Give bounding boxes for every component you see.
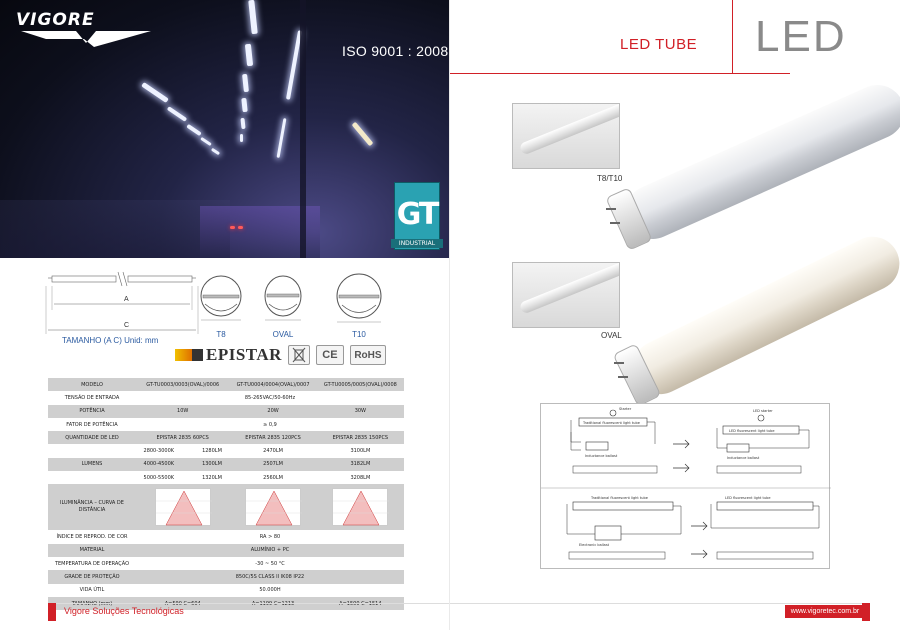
- gt-mark: GT: [396, 197, 438, 232]
- tube-oval-thumbnail: [512, 262, 620, 328]
- profile-t8-label: T8: [216, 330, 226, 339]
- spec-label: [48, 471, 136, 484]
- spec-value: [317, 405, 404, 418]
- led-tube-title: LED TUBE: [620, 36, 698, 53]
- table-row: [48, 557, 404, 570]
- wiring-starter-label: Starter: [619, 407, 632, 411]
- spec-cell: A=1500 C=1514: [339, 600, 382, 607]
- spec-cell: 2560LM: [263, 474, 283, 481]
- gt-industrial-label: INDUSTRIAL: [391, 239, 443, 248]
- company-name: Vigore Soluções Tecnológicas: [64, 606, 184, 616]
- profile-t10-drawing: [334, 270, 384, 332]
- spec-cell: EPISTAR 2835 60PCS: [156, 434, 209, 441]
- wiring-ballast-label: Inductance ballast: [585, 454, 618, 458]
- spec-value: [229, 444, 316, 457]
- led-title: LED: [755, 12, 847, 61]
- spec-value: [229, 431, 316, 444]
- spec-cell: A=1199 C=1213: [251, 600, 295, 607]
- spec-cell: GT-TU0003/0003(OVAL)/0006: [146, 381, 220, 388]
- table-row: [48, 544, 404, 557]
- spec-value: [136, 378, 229, 391]
- spec-cell: 3182LM: [350, 461, 371, 468]
- spec-value: 850C/5S CLASS II IK08 IP22: [136, 570, 404, 583]
- spec-value: ALUMÍNIO + PC: [136, 544, 404, 557]
- spec-label: MATERIAL: [48, 544, 136, 557]
- spec-label: TENSÃO DE ENTRADA: [48, 391, 136, 404]
- dimension-caption: TAMANHO (A C) Unid: mm: [62, 336, 159, 345]
- profile-oval-drawing: [258, 270, 308, 332]
- epistar-chip-icon: [175, 349, 203, 361]
- profile-t8-drawing: [196, 270, 246, 332]
- ce-mark: CE: [316, 345, 344, 365]
- rohs-mark: RoHS: [350, 345, 386, 365]
- spec-cell: GT-TU0005/0005(OVAL)/0008: [323, 381, 397, 388]
- vigore-logo: [16, 10, 156, 48]
- table-row: [48, 391, 404, 404]
- wiring-diagram: [540, 403, 830, 569]
- tunnel-hero-photo: [0, 0, 450, 258]
- tube-t8-thumbnail: [512, 103, 620, 169]
- wiring-bottom-left-title: Traditional fluorescent light tube: [591, 496, 648, 500]
- spec-value: [317, 431, 404, 444]
- spec-value: [136, 431, 229, 444]
- table-row: [48, 418, 404, 431]
- curve-chart-10w: [136, 484, 229, 530]
- vigore-swoosh-icon: [16, 28, 156, 48]
- spec-cell: 20W: [267, 408, 279, 415]
- spec-cell: GT-TU0004/0004(OVAL)/0007: [236, 381, 310, 388]
- right-page: [450, 0, 900, 630]
- spec-sub-label: 2800-3000K: [143, 448, 175, 455]
- spec-cell: 10W: [177, 408, 189, 415]
- profile-oval-label: OVAL: [272, 330, 294, 339]
- spec-sub-label: 4000-4500K: [143, 461, 175, 468]
- spec-cell: 1320LM: [202, 474, 222, 481]
- spec-cell: 1280LM: [202, 448, 222, 455]
- curve-chart-20w: [229, 484, 316, 530]
- wiring-schematic: [541, 404, 831, 570]
- spec-curve-label: ILUMINÂNCIA – CURVA DE DISTÂNCIA: [48, 484, 136, 530]
- spec-value: [317, 444, 404, 457]
- spec-value: [229, 471, 316, 484]
- spec-cell: 1300LM: [202, 461, 222, 468]
- brand-name: VIGORE: [16, 10, 95, 30]
- title-underline: [450, 73, 790, 74]
- gt-industrial-logo: [394, 182, 440, 250]
- spec-value: [136, 458, 229, 471]
- spec-label: ÍNDICE DE REPROD. DE COR: [48, 530, 136, 543]
- spec-cell: 2507LM: [263, 461, 283, 468]
- profile-t10-label: T10: [352, 330, 366, 339]
- dim-a-label: A: [124, 296, 129, 303]
- wiring-ballast-label-2: Inductance ballast: [727, 456, 760, 460]
- spec-label: TAMANHO (mm): [48, 597, 136, 610]
- spec-value: 85-265VAC/50-60Hz: [136, 391, 404, 404]
- table-row: [48, 584, 404, 597]
- spec-label: VIDA ÚTIL: [48, 584, 136, 597]
- spec-value: -30 ~ 50 °C: [136, 557, 404, 570]
- table-row: [48, 484, 404, 530]
- table-row: [48, 378, 404, 391]
- tube-oval-label: OVAL: [601, 331, 622, 340]
- footer-accent-bar: [48, 603, 56, 621]
- table-row: [48, 431, 404, 444]
- spec-cell: A=590 C=604: [164, 600, 201, 607]
- spec-label: TEMPERATURA DE OPERAÇÃO: [48, 557, 136, 570]
- spec-table: [48, 378, 404, 610]
- spec-value: [317, 458, 404, 471]
- spec-cell: 3208LM: [350, 474, 371, 481]
- spec-label: [48, 444, 136, 457]
- spec-label: MODELO: [48, 378, 136, 391]
- wiring-electronic-ballast-label: Electronic ballast: [579, 543, 610, 547]
- spec-value: [136, 444, 229, 457]
- website-url[interactable]: www.vigoretec.com.br: [785, 605, 865, 618]
- spec-label: POTÊNCIA: [48, 405, 136, 418]
- spec-value: [317, 471, 404, 484]
- wiring-top-left-title: Traditional fluorescent light tube: [583, 421, 640, 425]
- spec-label: FATOR DE POTÊNCIA: [48, 418, 136, 431]
- spec-value: [136, 405, 229, 418]
- epistar-logo: [175, 345, 282, 365]
- spec-value: [136, 471, 229, 484]
- table-row: [48, 530, 404, 543]
- wiring-top-right-title: LED fluorescent light tube: [729, 429, 775, 433]
- title-separator: [732, 0, 733, 73]
- spec-cell: EPISTAR 2835 120PCS: [245, 434, 301, 441]
- wiring-bottom-right-title: LED fluorescent light tube: [725, 496, 771, 500]
- spec-cell: 30W: [354, 408, 366, 415]
- table-row: [48, 444, 404, 457]
- tube-oval-photo: [624, 228, 900, 404]
- spec-label: QUANTIDADE DE LED: [48, 431, 136, 444]
- spec-cell: 3100LM: [350, 448, 371, 455]
- spec-value: ≥ 0,9: [136, 418, 404, 431]
- spec-value: [229, 378, 316, 391]
- spec-value: [229, 458, 316, 471]
- spec-value: [229, 405, 316, 418]
- spec-cell: EPISTAR 2835 150PCS: [332, 434, 389, 441]
- table-row: [48, 405, 404, 418]
- tube-t8-photo: [617, 76, 900, 247]
- spec-sub-label: 5000-5500K: [143, 474, 175, 481]
- table-row: [48, 471, 404, 484]
- iso-certification: ISO 9001 : 2008: [342, 43, 449, 59]
- spec-value: [317, 378, 404, 391]
- tube-t8-label: T8/T10: [597, 174, 623, 183]
- footer-accent-bar-right: [862, 603, 870, 621]
- certifications-row: [175, 344, 386, 366]
- table-row: [48, 570, 404, 583]
- curve-chart-30w: [317, 484, 404, 530]
- weee-bin-icon: [288, 345, 310, 365]
- spec-cell: 2470LM: [263, 448, 283, 455]
- dim-c-label: C: [124, 322, 130, 329]
- spec-label: LUMENS: [48, 458, 136, 471]
- table-row: [48, 458, 404, 471]
- epistar-text: EPISTAR: [206, 345, 282, 364]
- spec-value: RA > 80: [136, 530, 404, 543]
- spec-value: 50.000H: [136, 584, 404, 597]
- spec-label: GRADE DE PROTEÇÃO: [48, 570, 136, 583]
- wiring-led-starter-label: LED starter: [753, 409, 773, 413]
